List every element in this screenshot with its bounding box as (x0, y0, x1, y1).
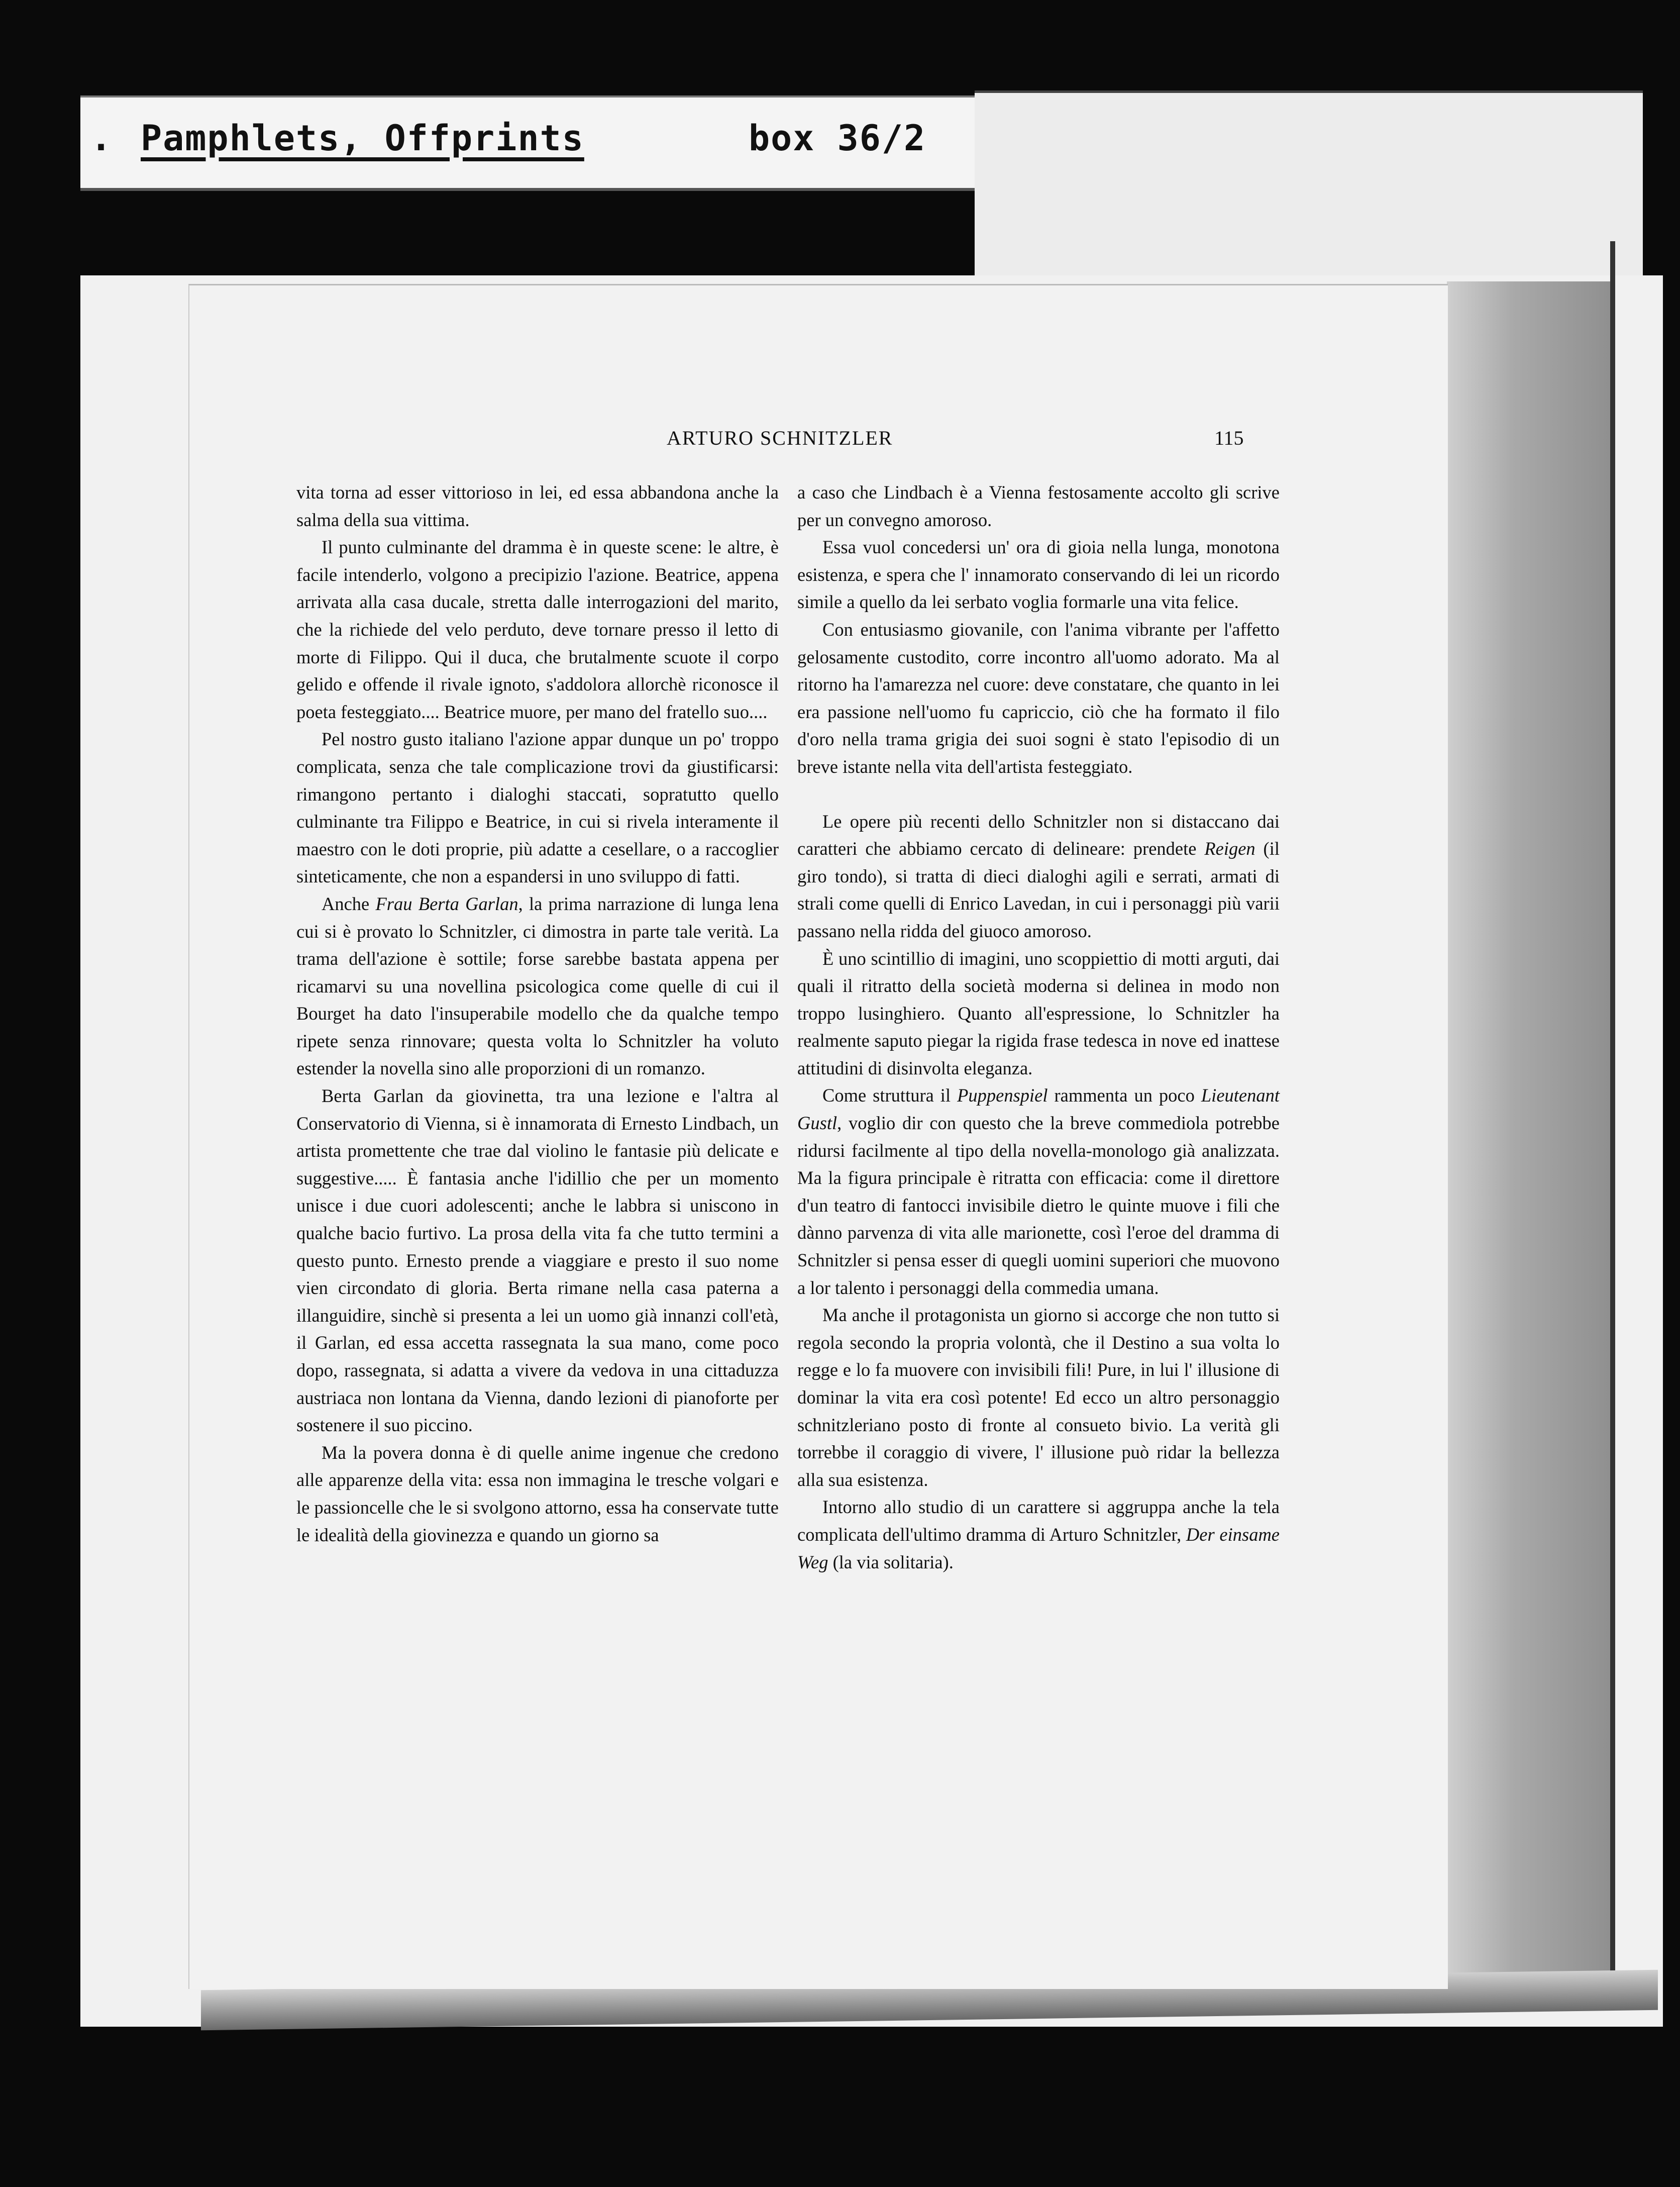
paragraph: Berta Garlan da giovinetta, tra una lezione e l'altra al Conservatorio di Vienna, si è innamorata di Ernesto Lindbach, un artista promettente che trae dal violino le fantasie più delicate e suggestive..... È fantasia anche l'idillio che per un momento unisce i due cuori adolescenti; anche le labbra si uniscono in qualche bacio furtivo. La prosa della vita fa che tutto termini a questo punto. Ernesto prende a viaggiare e presto il suo nome vien circondato di gloria. Berta rimane nella casa paterna a illanguidire, sinchè si presenta a lei un uomo già innanzi coll'età, il Garlan, ed essa accetta rassegnata la sua mano, come poco dopo, rassegnata, si adatta a vivere da vedova in una cittaduzza austriaca non lontana da Vienna, dando lezioni di pianoforte per sostenere il suo piccino. (296, 1085, 779, 1436)
work-title: Der einsame Weg (797, 1524, 1280, 1572)
text-run: (la via solitaria). (828, 1551, 954, 1572)
paragraph: Il punto culminante del dramma è in queste scene: le altre, è facile intenderlo, volgono a precipizio l'azione. Beatrice, appena arrivata alla casa ducale, stretta dalle interrogazioni del marito, che la richiede del velo perduto, deve tornare presso il letto di morte di Filippo. Qui il duca, che brutalmente scuote il corpo gelido e offende il rivale ignoto, s'addolora allorchè riconosce il poeta festeggiato.... Beatrice muore, per mano del fratello suo.... (296, 537, 779, 722)
left-column (296, 479, 779, 1549)
paragraph: Ma anche il protagonista un giorno si accorge che non tutto si regola secondo la propria volontà, che il Destino a sua volta lo regge e lo fa muovere con invisibili fili! Pure, in lui l' illusione di dominar la vita era così potente! Ed ecco un altro personaggio schnitzleriano posto di fronte al consueto bivio. La verità gli torrebbe il coraggio di vivere, l' illusione può ridar la bellezza alla sua esistenza. (797, 1305, 1280, 1490)
paragraph: È uno scintillio di imagini, uno scoppiettio di motti arguti, dai quali il ritratto della società moderna si delinea in modo non troppo lusinghiero. Quanto all'espressione, lo Schnitzler ha realmente saputo piegar la rigida frase tedesca in nove ed inattese attitudini di disinvolta eleganza. (797, 948, 1280, 1078)
text-run: rammenta un poco (1047, 1085, 1201, 1106)
label-box-number: box 36/2 (749, 118, 926, 159)
book-page (188, 284, 1448, 1989)
work-title: Frau Berta Garlan (375, 893, 518, 914)
paragraph: vita torna ad esser vittorioso in lei, ed essa abbandona anche la salma della sua vittima. (296, 482, 779, 530)
right-column (797, 479, 1280, 1576)
paragraph: Ma la povera donna è di quelle anime ingenue che credono alle apparenze della vita: essa non immagina le tresche volgari e le passioncelle che le si svolgono attorno, essa ha conservate tutte le idealità della giovinezza e quando un giorno sa (296, 1442, 779, 1545)
work-title: Reigen (1204, 838, 1255, 859)
folder-edge (1610, 241, 1615, 1990)
archive-label (80, 95, 975, 191)
label-dot: . (90, 118, 113, 159)
label-title: Pamphlets, Offprints (141, 118, 584, 159)
paragraph: Pel nostro gusto italiano l'azione appar dunque un po' troppo complicata, senza che tale complicazione trovi da giustificarsi: rimangono pertanto i dialoghi staccati, sopratutto quello culminante tra Filippo e Beatrice, in cui si rivela interamente il maestro con le doti proprie, più adatte a cesellare, o a raccoglier sinteticamente, che non a espandersi in uno sviluppo di fatti. (296, 729, 779, 887)
page-number: 115 (1214, 427, 1244, 449)
paragraph (797, 1082, 1280, 1302)
text-run: Le opere più recenti dello Schnitzler non si distaccano dai caratteri che abbiamo cercato di delineare: prendete (797, 811, 1280, 859)
paragraph (797, 1494, 1280, 1576)
text-run: , voglio dir con questo che la breve commediola potrebbe ridursi facilmente al tipo della novella-monologo già analizzata. Ma la figura principale è ritratta con efficacia: come il direttore d'un teatro di fantocci invisibile dietro le quinte muove i fili che dànno parvenza di vita alle marionette, così l'eroe del dramma di Schnitzler si pensa esser di quegli uomini superiori che muovono a lor talento i personaggi della commedia umana. (797, 1113, 1280, 1298)
text-run: Anche (322, 893, 376, 914)
paragraph: Essa vuol concedersi un' ora di gioia nella lunga, monotona esistenza, e spera che l' innamorato conservando di lei un ricordo simile a quello da lei serbato voglia formarle una vita felice. (797, 537, 1280, 613)
text-run: Intorno allo studio di un carattere si aggruppa anche la tela complicata dell'ultimo dramma di Arturo Schnitzler, (797, 1497, 1280, 1545)
paragraph: Con entusiasmo giovanile, con l'anima vibrante per l'affetto gelosamente custodito, corre incontro all'uomo adorato. Ma al ritorno ha l'amarezza nel cuore: deve constatare, che quanto in lei era passione nell'uomo fu capriccio, ciò che ha formato il filo d'oro nella trama grigia dei suoi sogni è stato l'episodio di un breve istante nella vita dell'artista festeggiato. (797, 619, 1280, 777)
running-title: ARTURO SCHNITZLER (667, 427, 893, 449)
paragraph: a caso che Lindbach è a Vienna festosamente accolto gli scrive per un convegno amoroso. (797, 482, 1280, 530)
paragraph (296, 890, 779, 1082)
text-run: Come struttura il (822, 1085, 958, 1106)
text-run: (il giro tondo), si tratta di dieci dialoghi agili e serrati, armati di strali come quelli di Enrico Lavedan, in cui i personaggi più varii passano nella ridda del giuoco amoroso. (797, 838, 1280, 941)
work-title: Puppenspiel (957, 1085, 1048, 1106)
text-run: , la prima narrazione di lunga lena cui si è provato lo Schnitzler, ci dimostra in parte tale verità. La trama dell'azione è sottile; forse sarebbe bastata appena per ricamarvi su una novellina psicologica come quelle di cui il Bourget ha dato l'insuperabile modello che da qualche tempo ripete senza rinnovare; questa volta lo Schnitzler ha voluto estender la novella sino alle proporzioni di un romanzo. (296, 893, 779, 1079)
shadow-strip (1447, 281, 1613, 1990)
paragraph (797, 808, 1280, 945)
work-title: Lieutenant Gustl (797, 1085, 1280, 1134)
